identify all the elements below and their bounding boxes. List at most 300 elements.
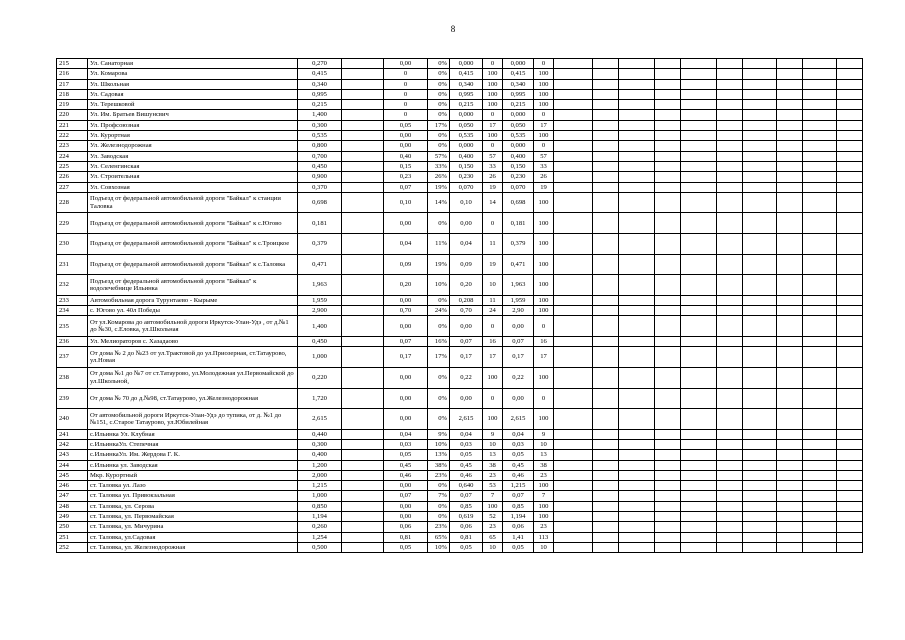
row-number: 231 (57, 254, 88, 275)
empty-cell (743, 69, 777, 79)
percent-c: 10 (534, 439, 554, 449)
road-length: 0,181 (298, 213, 342, 234)
empty-cell (655, 161, 681, 171)
length-b: 0,000 (450, 59, 483, 69)
row-number: 249 (57, 512, 88, 522)
empty-cell (837, 131, 863, 141)
length-b: 0,05 (450, 542, 483, 552)
empty-cell (342, 182, 384, 192)
empty-cell (342, 316, 384, 337)
road-length: 0,340 (298, 79, 342, 89)
empty-cell (655, 131, 681, 141)
road-name: ст. Таловка, ул. Первомайская (88, 512, 298, 522)
empty-cell (342, 481, 384, 491)
percent-b: 24 (483, 306, 503, 316)
percent-c: 9 (534, 429, 554, 439)
empty-cell (619, 367, 655, 388)
repair-length: 0,23 (384, 172, 428, 182)
empty-cell (619, 388, 655, 409)
road-name: Подъезд от федеральной автомобильной дороги "Байкал" к водолечебнице Ильинка (88, 275, 298, 296)
road-name: Ул. Мелиораторов с. Хазадаово (88, 337, 298, 347)
repair-length: 0 (384, 110, 428, 120)
empty-cell (655, 491, 681, 501)
length-b: 0,07 (450, 491, 483, 501)
empty-cell (837, 347, 863, 368)
road-name: Ул. Селенгинская (88, 161, 298, 171)
empty-cell (837, 460, 863, 470)
length-c: 0,05 (503, 450, 534, 460)
percent-c: 100 (534, 89, 554, 99)
percent-c: 0 (534, 110, 554, 120)
empty-cell (619, 460, 655, 470)
empty-cell (743, 347, 777, 368)
empty-cell (554, 367, 593, 388)
road-length: 0,300 (298, 439, 342, 449)
empty-cell (717, 512, 743, 522)
empty-cell (681, 316, 717, 337)
empty-cell (743, 450, 777, 460)
empty-cell (554, 481, 593, 491)
percent-c: 33 (534, 161, 554, 171)
length-c: 0,230 (503, 172, 534, 182)
empty-cell (619, 512, 655, 522)
empty-cell (743, 367, 777, 388)
road-name: ст. Таловка, ул. Железнодорожная (88, 542, 298, 552)
empty-cell (655, 409, 681, 430)
length-c: 0,85 (503, 501, 534, 511)
percent-c: 0 (534, 141, 554, 151)
empty-cell (717, 429, 743, 439)
length-b: 0,04 (450, 234, 483, 255)
empty-cell (717, 439, 743, 449)
empty-cell (593, 161, 619, 171)
empty-cell (655, 439, 681, 449)
road-length: 0,995 (298, 89, 342, 99)
empty-cell (777, 295, 803, 305)
road-length: 2,900 (298, 306, 342, 316)
empty-cell (837, 439, 863, 449)
road-length: 1,963 (298, 275, 342, 296)
repair-percent: 10% (428, 542, 450, 552)
empty-cell (554, 470, 593, 480)
empty-cell (342, 151, 384, 161)
repair-length: 0,00 (384, 295, 428, 305)
repair-percent: 26% (428, 172, 450, 182)
road-name: Ул. Строительная (88, 172, 298, 182)
empty-cell (554, 161, 593, 171)
repair-percent: 23% (428, 522, 450, 532)
empty-cell (593, 151, 619, 161)
empty-cell (655, 347, 681, 368)
empty-cell (619, 120, 655, 130)
empty-cell (743, 89, 777, 99)
repair-percent: 33% (428, 161, 450, 171)
empty-cell (655, 532, 681, 542)
empty-cell (837, 59, 863, 69)
road-name: От дома №1 до №7 от ст.Татаурово, ул.Молодежная ул.Первомайской до ул.Школьной, (88, 367, 298, 388)
empty-cell (837, 306, 863, 316)
road-length: 0,900 (298, 172, 342, 182)
row-number: 238 (57, 367, 88, 388)
empty-cell (803, 491, 837, 501)
empty-cell (803, 254, 837, 275)
empty-cell (717, 59, 743, 69)
percent-c: 100 (534, 501, 554, 511)
empty-cell (619, 254, 655, 275)
empty-cell (681, 347, 717, 368)
empty-cell (803, 429, 837, 439)
repair-length: 0,00 (384, 367, 428, 388)
empty-cell (681, 131, 717, 141)
empty-cell (342, 409, 384, 430)
empty-cell (837, 141, 863, 151)
percent-b: 38 (483, 460, 503, 470)
row-number: 215 (57, 59, 88, 69)
empty-cell (777, 89, 803, 99)
empty-cell (619, 306, 655, 316)
empty-cell (681, 429, 717, 439)
empty-cell (777, 491, 803, 501)
road-name: с. Югово ул. 40л Победы (88, 306, 298, 316)
repair-length: 0,00 (384, 131, 428, 141)
road-name: Ул. Садовая (88, 89, 298, 99)
empty-cell (743, 79, 777, 89)
empty-cell (342, 213, 384, 234)
empty-cell (777, 337, 803, 347)
empty-cell (717, 501, 743, 511)
repair-length: 0,06 (384, 522, 428, 532)
length-c: 0,07 (503, 491, 534, 501)
row-number: 229 (57, 213, 88, 234)
row-number: 230 (57, 234, 88, 255)
empty-cell (554, 151, 593, 161)
repair-percent: 0% (428, 501, 450, 511)
empty-cell (342, 429, 384, 439)
length-c: 0,03 (503, 439, 534, 449)
empty-cell (743, 337, 777, 347)
length-b: 0,995 (450, 89, 483, 99)
empty-cell (619, 100, 655, 110)
table-row (57, 337, 863, 347)
percent-c: 26 (534, 172, 554, 182)
table-row (57, 59, 863, 69)
empty-cell (777, 512, 803, 522)
empty-cell (837, 491, 863, 501)
empty-cell (777, 347, 803, 368)
empty-cell (681, 532, 717, 542)
empty-cell (681, 110, 717, 120)
empty-cell (681, 388, 717, 409)
empty-cell (803, 512, 837, 522)
empty-cell (593, 59, 619, 69)
empty-cell (743, 429, 777, 439)
road-name: Ул. Школьная (88, 79, 298, 89)
empty-cell (554, 491, 593, 501)
length-b: 0,340 (450, 79, 483, 89)
empty-cell (655, 79, 681, 89)
empty-cell (717, 388, 743, 409)
empty-cell (743, 59, 777, 69)
empty-cell (655, 450, 681, 460)
empty-cell (681, 460, 717, 470)
empty-cell (619, 316, 655, 337)
empty-cell (743, 131, 777, 141)
road-name: ст. Таловка, ул. Мичурина (88, 522, 298, 532)
empty-cell (681, 69, 717, 79)
percent-b: 14 (483, 192, 503, 213)
empty-cell (554, 120, 593, 130)
length-b: 0,640 (450, 481, 483, 491)
empty-cell (681, 295, 717, 305)
empty-cell (593, 100, 619, 110)
empty-cell (554, 337, 593, 347)
repair-length: 0 (384, 89, 428, 99)
empty-cell (554, 59, 593, 69)
empty-cell (342, 59, 384, 69)
empty-cell (717, 470, 743, 480)
repair-length: 0,00 (384, 388, 428, 409)
length-b: 0,06 (450, 522, 483, 532)
empty-cell (593, 542, 619, 552)
table-row (57, 295, 863, 305)
percent-b: 100 (483, 367, 503, 388)
empty-cell (777, 110, 803, 120)
length-b: 0,415 (450, 69, 483, 79)
road-length: 0,270 (298, 59, 342, 69)
length-b: 0,10 (450, 192, 483, 213)
empty-cell (342, 192, 384, 213)
empty-cell (655, 141, 681, 151)
empty-cell (681, 141, 717, 151)
percent-b: 26 (483, 172, 503, 182)
empty-cell (342, 79, 384, 89)
length-b: 0,535 (450, 131, 483, 141)
table-row (57, 501, 863, 511)
empty-cell (743, 100, 777, 110)
empty-cell (554, 460, 593, 470)
row-number: 223 (57, 141, 88, 151)
empty-cell (803, 522, 837, 532)
row-number: 222 (57, 131, 88, 141)
empty-cell (777, 120, 803, 130)
empty-cell (717, 110, 743, 120)
empty-cell (743, 481, 777, 491)
empty-cell (593, 470, 619, 480)
length-c: 0,22 (503, 367, 534, 388)
empty-cell (837, 182, 863, 192)
empty-cell (681, 275, 717, 296)
empty-cell (342, 388, 384, 409)
empty-cell (803, 439, 837, 449)
percent-c: 100 (534, 131, 554, 141)
empty-cell (777, 151, 803, 161)
repair-percent: 19% (428, 254, 450, 275)
empty-cell (803, 213, 837, 234)
road-name: Ул. Терешковой (88, 100, 298, 110)
percent-b: 0 (483, 388, 503, 409)
empty-cell (655, 367, 681, 388)
table-row (57, 79, 863, 89)
empty-cell (593, 367, 619, 388)
row-number: 244 (57, 460, 88, 470)
empty-cell (554, 131, 593, 141)
empty-cell (681, 439, 717, 449)
table-row (57, 522, 863, 532)
table-row (57, 89, 863, 99)
length-c: 0,00 (503, 388, 534, 409)
empty-cell (593, 172, 619, 182)
percent-c: 113 (534, 532, 554, 542)
empty-cell (554, 254, 593, 275)
empty-cell (655, 388, 681, 409)
empty-cell (619, 295, 655, 305)
empty-cell (837, 172, 863, 182)
empty-cell (655, 110, 681, 120)
empty-cell (593, 89, 619, 99)
empty-cell (619, 161, 655, 171)
length-b: 0,45 (450, 460, 483, 470)
empty-cell (655, 542, 681, 552)
row-number: 218 (57, 89, 88, 99)
empty-cell (655, 192, 681, 213)
empty-cell (777, 429, 803, 439)
repair-length: 0,00 (384, 501, 428, 511)
road-length: 0,215 (298, 100, 342, 110)
empty-cell (593, 316, 619, 337)
empty-cell (554, 79, 593, 89)
empty-cell (554, 182, 593, 192)
table-row (57, 512, 863, 522)
empty-cell (619, 151, 655, 161)
road-name: Подъезд от федеральной автомобильной дороги "Байкал" к с.Троицкое (88, 234, 298, 255)
empty-cell (655, 172, 681, 182)
repair-length: 0,07 (384, 491, 428, 501)
empty-cell (803, 182, 837, 192)
empty-cell (619, 192, 655, 213)
row-number: 239 (57, 388, 88, 409)
road-length: 0,370 (298, 182, 342, 192)
table-row (57, 141, 863, 151)
percent-b: 7 (483, 491, 503, 501)
empty-cell (554, 501, 593, 511)
empty-cell (593, 481, 619, 491)
percent-c: 10 (534, 542, 554, 552)
empty-cell (743, 512, 777, 522)
road-length: 2,000 (298, 470, 342, 480)
empty-cell (681, 213, 717, 234)
road-length: 1,200 (298, 460, 342, 470)
empty-cell (593, 110, 619, 120)
percent-b: 10 (483, 275, 503, 296)
empty-cell (342, 337, 384, 347)
empty-cell (342, 367, 384, 388)
road-length: 0,450 (298, 161, 342, 171)
length-b: 2,615 (450, 409, 483, 430)
road-name: Ул. Комарова (88, 69, 298, 79)
length-b: 0,000 (450, 141, 483, 151)
percent-b: 10 (483, 439, 503, 449)
empty-cell (619, 470, 655, 480)
length-b: 0,400 (450, 151, 483, 161)
empty-cell (777, 172, 803, 182)
percent-b: 0 (483, 110, 503, 120)
repair-percent: 7% (428, 491, 450, 501)
empty-cell (837, 522, 863, 532)
empty-cell (593, 254, 619, 275)
empty-cell (777, 450, 803, 460)
empty-cell (655, 151, 681, 161)
empty-cell (593, 131, 619, 141)
percent-b: 57 (483, 151, 503, 161)
repair-length: 0,00 (384, 316, 428, 337)
empty-cell (619, 79, 655, 89)
empty-cell (803, 367, 837, 388)
percent-c: 0 (534, 316, 554, 337)
empty-cell (655, 316, 681, 337)
length-b: 0,22 (450, 367, 483, 388)
empty-cell (837, 367, 863, 388)
percent-c: 0 (534, 59, 554, 69)
empty-cell (717, 450, 743, 460)
table-row (57, 69, 863, 79)
percent-c: 17 (534, 120, 554, 130)
repair-length: 0,05 (384, 542, 428, 552)
percent-b: 13 (483, 450, 503, 460)
empty-cell (342, 347, 384, 368)
repair-length: 0 (384, 69, 428, 79)
empty-cell (593, 213, 619, 234)
percent-b: 10 (483, 542, 503, 552)
repair-length: 0,20 (384, 275, 428, 296)
empty-cell (554, 388, 593, 409)
percent-c: 16 (534, 337, 554, 347)
empty-cell (837, 254, 863, 275)
table-row (57, 254, 863, 275)
percent-b: 17 (483, 120, 503, 130)
repair-percent: 0% (428, 388, 450, 409)
road-length: 1,400 (298, 110, 342, 120)
empty-cell (655, 254, 681, 275)
empty-cell (554, 439, 593, 449)
empty-cell (717, 89, 743, 99)
empty-cell (717, 100, 743, 110)
length-c: 0,471 (503, 254, 534, 275)
empty-cell (837, 275, 863, 296)
table-row (57, 429, 863, 439)
empty-cell (342, 234, 384, 255)
percent-c: 17 (534, 347, 554, 368)
row-number: 235 (57, 316, 88, 337)
empty-cell (593, 295, 619, 305)
repair-length: 0,17 (384, 347, 428, 368)
percent-c: 0 (534, 388, 554, 409)
road-name: От автомобильной дороги Иркутск-Улан-Удэ до тупика, от д. №1 до №151, с.Старое Татаурово, ул.Юбилейная (88, 409, 298, 430)
empty-cell (619, 337, 655, 347)
empty-cell (619, 450, 655, 460)
empty-cell (837, 69, 863, 79)
percent-b: 100 (483, 131, 503, 141)
percent-b: 0 (483, 59, 503, 69)
table-row (57, 110, 863, 120)
table-row (57, 192, 863, 213)
empty-cell (803, 79, 837, 89)
repair-length: 0,46 (384, 470, 428, 480)
empty-cell (777, 532, 803, 542)
empty-cell (777, 182, 803, 192)
empty-cell (803, 470, 837, 480)
empty-cell (655, 470, 681, 480)
length-b: 0,00 (450, 213, 483, 234)
